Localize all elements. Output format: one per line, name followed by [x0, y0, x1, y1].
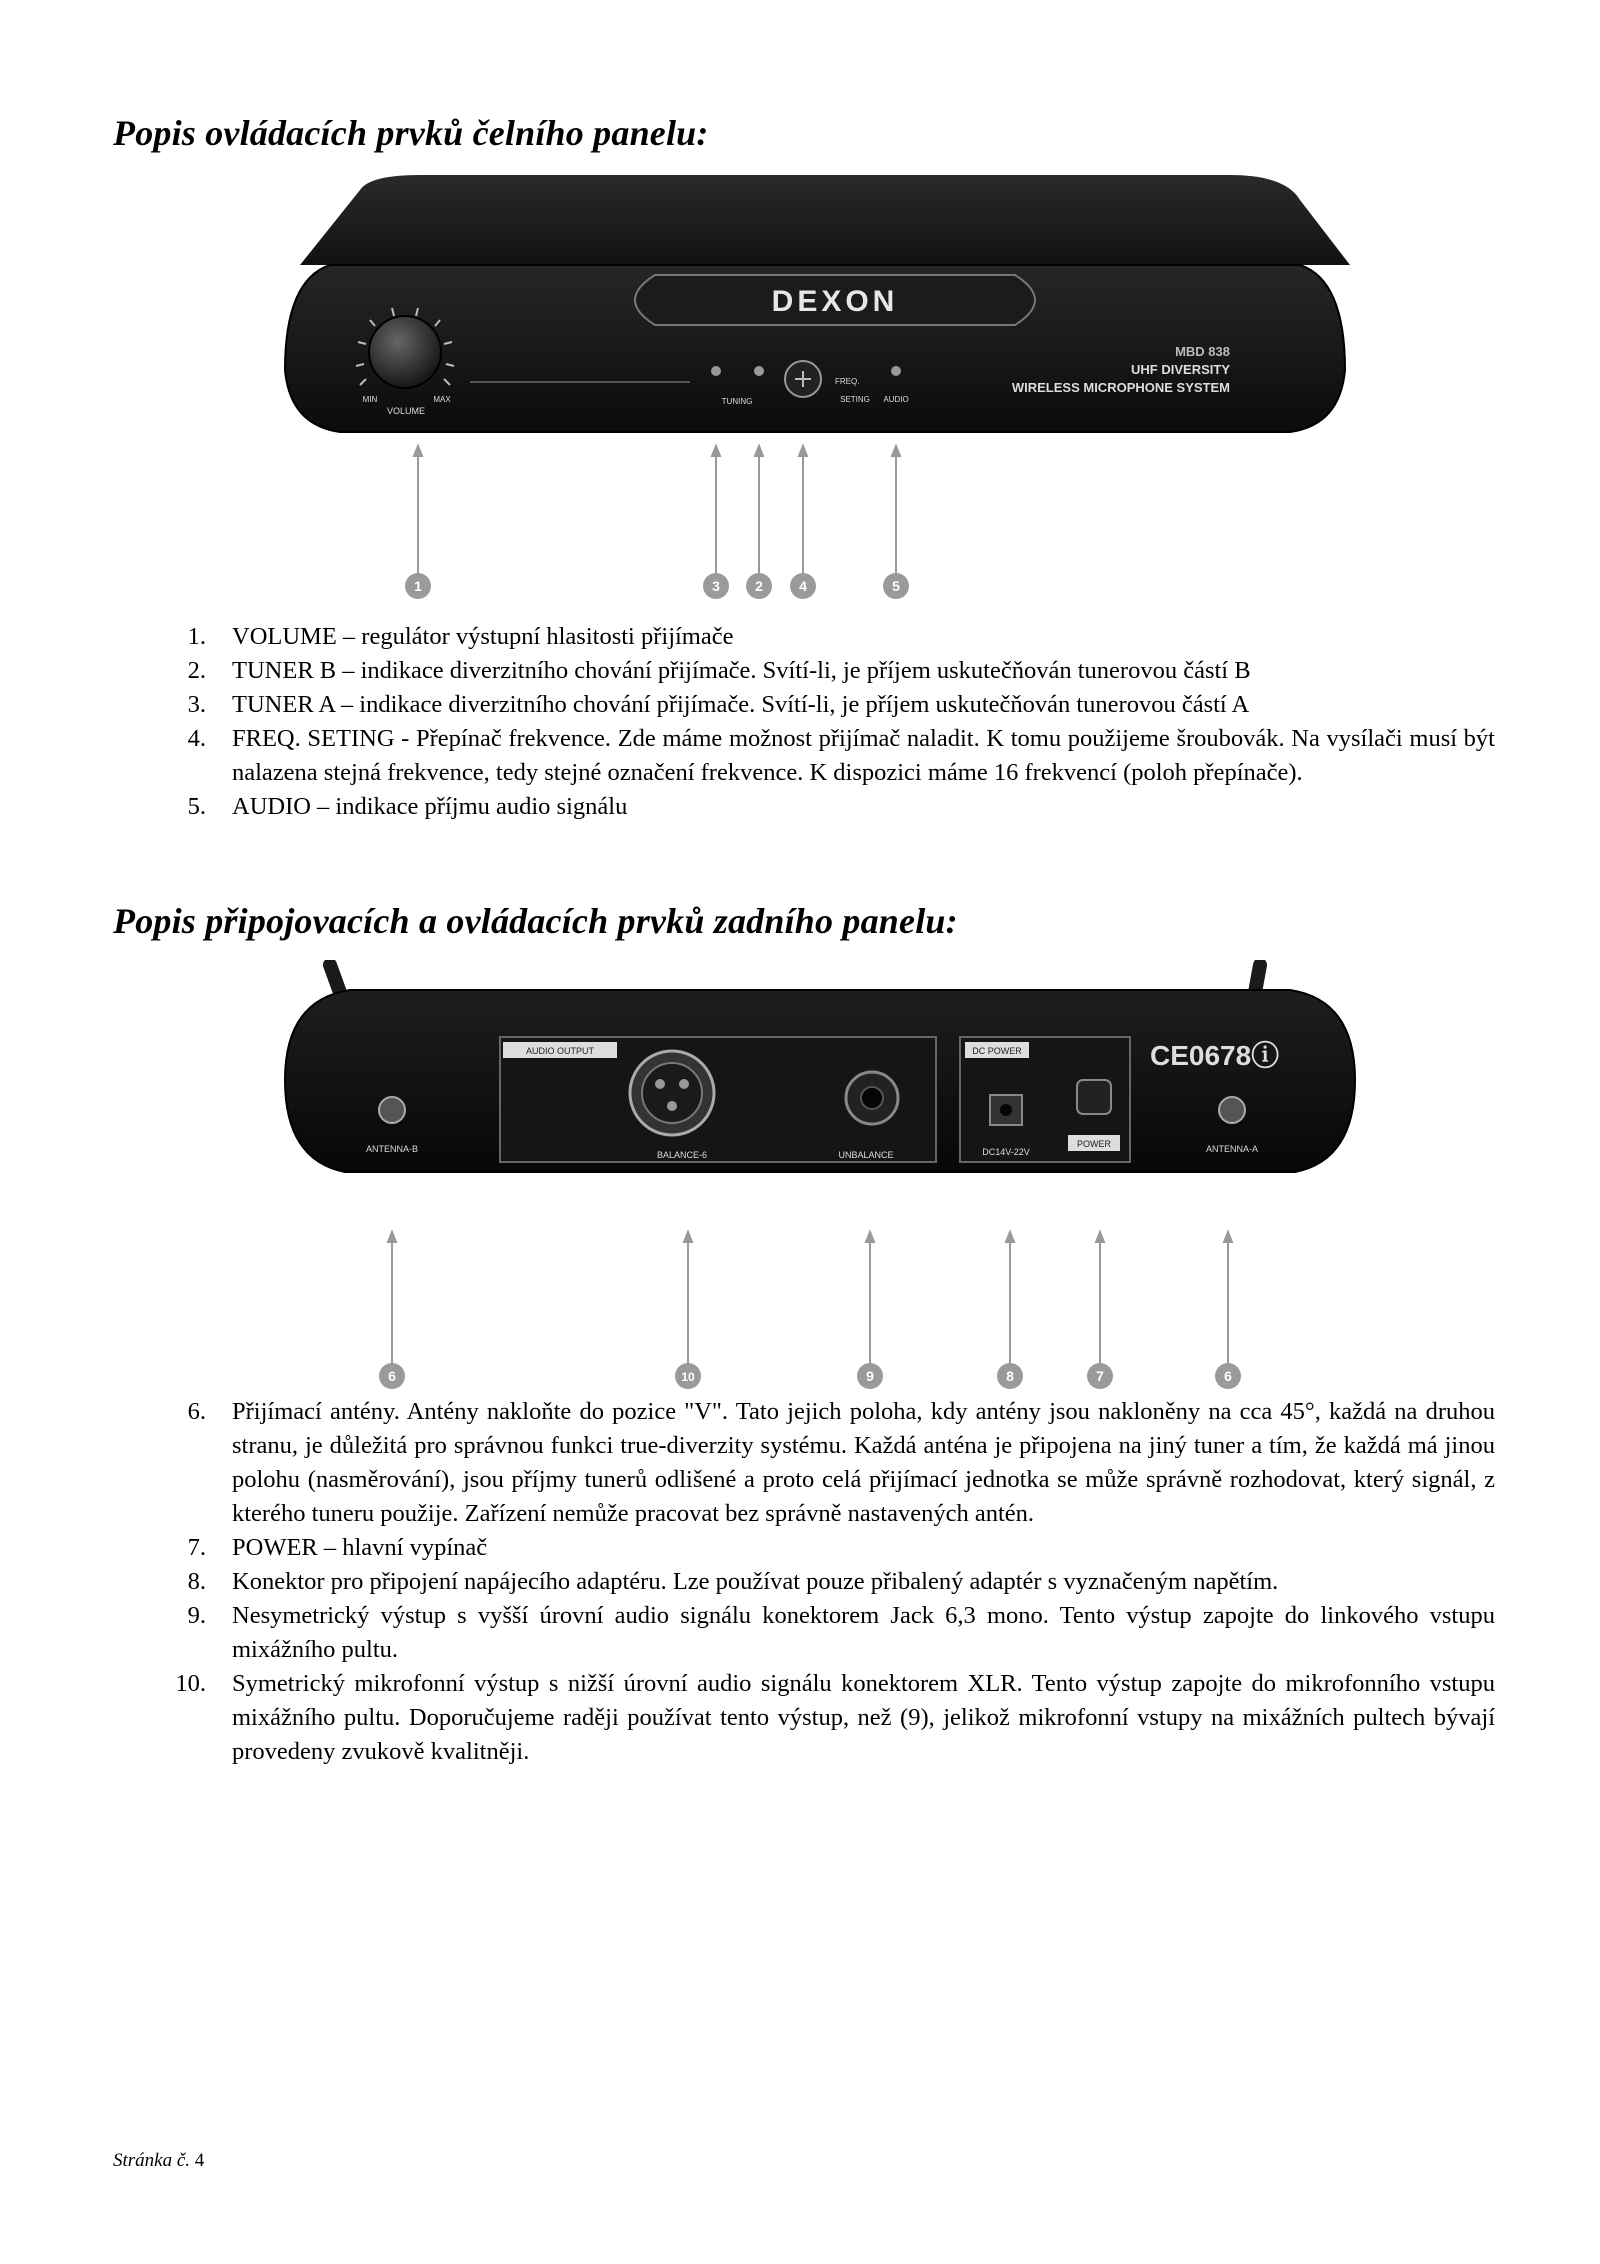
brand-logo: DEXON [771, 285, 899, 318]
callout-badge [997, 1363, 1023, 1389]
unbalance-label: UNBALANCE [838, 1150, 894, 1160]
list-item: 3. TUNER A – indikace diverzitního chování přijímače. Svítí-li, je příjem uskutečňován tunerovou částí A [187, 691, 1250, 718]
svg-text:5: 5 [892, 578, 900, 594]
svg-text:8: 8 [1006, 1368, 1014, 1384]
svg-text:7: 7 [1096, 1368, 1104, 1384]
front-panel-list [170, 620, 1495, 824]
volume-max-label: MAX [433, 395, 451, 404]
freq-label: FREQ. [835, 377, 860, 386]
list-item: 7. POWER – hlavní vypínač [187, 1534, 488, 1561]
power-switch [1077, 1080, 1111, 1114]
list-item: 6. Přijímací antény. Antény nakloňte do pozice "V". Tato jejich poloha, kdy antény jsou nakloněny na cca 45°, každá na druhou stranu, je důležitá pro správnou funkci true-diverzity systému. Každá anténa je připojena na jiný tuner a tím, že každá má jinou polohu (nasměrování), jsou příjmy tunerů odlišené a proto celá přijímací jednotka se může správně rozhodovat, který signál, z kterého tuneru použije. Zařízení nemůže pracovat bez správně nastavených antén. [187, 1398, 1495, 1527]
page-number: 4 [194, 2150, 205, 2171]
tuner-a-led [754, 366, 764, 376]
callout-badge [1087, 1363, 1113, 1389]
antenna-b-label: ANTENNA-B [365, 1144, 419, 1154]
rear-panel-list [170, 1395, 1495, 1769]
model-label: MBD 838 [1175, 344, 1230, 359]
callout-badge [703, 573, 729, 599]
audio-label: AUDIO [883, 395, 909, 404]
system-label-line2: WIRELESS MICROPHONE SYSTEM [1011, 380, 1230, 395]
callout-badge [746, 573, 772, 599]
list-item: 8. Konektor pro připojení napájecího adaptéru. Lze používat pouze přibalený adaptér s vyznačeným napětím. [187, 1568, 1279, 1595]
callout-badge [1215, 1363, 1241, 1389]
svg-text:9: 9 [866, 1368, 874, 1384]
volume-knob [369, 316, 441, 388]
dc-power-label: DC POWER [972, 1046, 1022, 1056]
power-label: POWER [1076, 1139, 1112, 1149]
receiver-top-shell [300, 175, 1350, 265]
antenna-b-connector [379, 1097, 405, 1123]
list-item: 10. Symetrický mikrofonní výstup s nižší úrovní audio signálu konektorem XLR. Tento výstup zapojte do mikrofonního vstupu mixážního pultu. Doporučujeme raději používat tento výstup, než (9), jelikož mikrofonní vstupy na mixážních pultech bývají provedeny zvukově kvalitněji. [175, 1670, 1495, 1765]
front-panel-image [0, 170, 1600, 610]
rear-panel-heading: Popis připojovacích a ovládacích prvků zadního panelu: [113, 901, 958, 941]
list-item: 2. TUNER B – indikace diverzitního chování přijímače. Svítí-li, je příjem uskutečňován tunerovou částí B [187, 657, 1251, 684]
callout-badge [675, 1363, 701, 1389]
list-item: 1. VOLUME – regulátor výstupní hlasitosti přijímače [187, 623, 734, 650]
tuning-label: TUNING [721, 397, 753, 406]
svg-text:3: 3 [712, 578, 720, 594]
callout-badge [379, 1363, 405, 1389]
callout-badge [857, 1363, 883, 1389]
svg-text:6: 6 [388, 1368, 396, 1384]
balance-label: BALANCE-6 [656, 1150, 708, 1160]
dc-voltage-label: DC14V-22V [982, 1147, 1030, 1157]
list-item: 4. FREQ. SETING - Přepínač frekvence. Zde máme možnost přijímač naladit. K tomu použijeme šroubovák. Na vysílači musí být nalazena stejná frekvence, tedy stejné označení frekvence. K dispozici máme 16 frekvencí (poloh přepínače). [187, 725, 1495, 786]
audio-led [891, 366, 901, 376]
volume-min-label: MIN [362, 395, 378, 404]
system-label-line1: UHF DIVERSITY [1131, 362, 1230, 377]
audio-output-label: AUDIO OUTPUT [525, 1046, 595, 1056]
callout-lines [414, 446, 900, 580]
callout-badge [790, 573, 816, 599]
page-footer [113, 2150, 204, 2172]
seting-label: SETING [840, 395, 870, 404]
front-panel-heading: Popis ovládacích prvků čelního panelu: [113, 113, 709, 153]
footer-label: Stránka č. [113, 2150, 191, 2171]
list-item: 9. Nesymetrický výstup s vyšší úrovní audio signálu konektorem Jack 6,3 mono. Tento výstup zapojte do linkového vstupu mixážního pultu. [187, 1602, 1495, 1663]
svg-text:1: 1 [414, 578, 422, 594]
rear-panel-image [0, 960, 1600, 1400]
antenna-a-connector [1219, 1097, 1245, 1123]
ce-mark: CE0678ⓘ [1150, 1040, 1280, 1071]
list-item: 5. AUDIO – indikace příjmu audio signálu [187, 793, 628, 820]
svg-text:2: 2 [755, 578, 763, 594]
antenna-a-label: ANTENNA-A [1205, 1144, 1259, 1154]
svg-text:4: 4 [799, 578, 807, 594]
svg-text:10: 10 [681, 1370, 695, 1384]
tuner-b-led [711, 366, 721, 376]
callout-lines [388, 1232, 1232, 1370]
volume-label: VOLUME [386, 406, 426, 416]
callout-badge [883, 573, 909, 599]
svg-text:6: 6 [1224, 1368, 1232, 1384]
callout-badge [405, 573, 431, 599]
